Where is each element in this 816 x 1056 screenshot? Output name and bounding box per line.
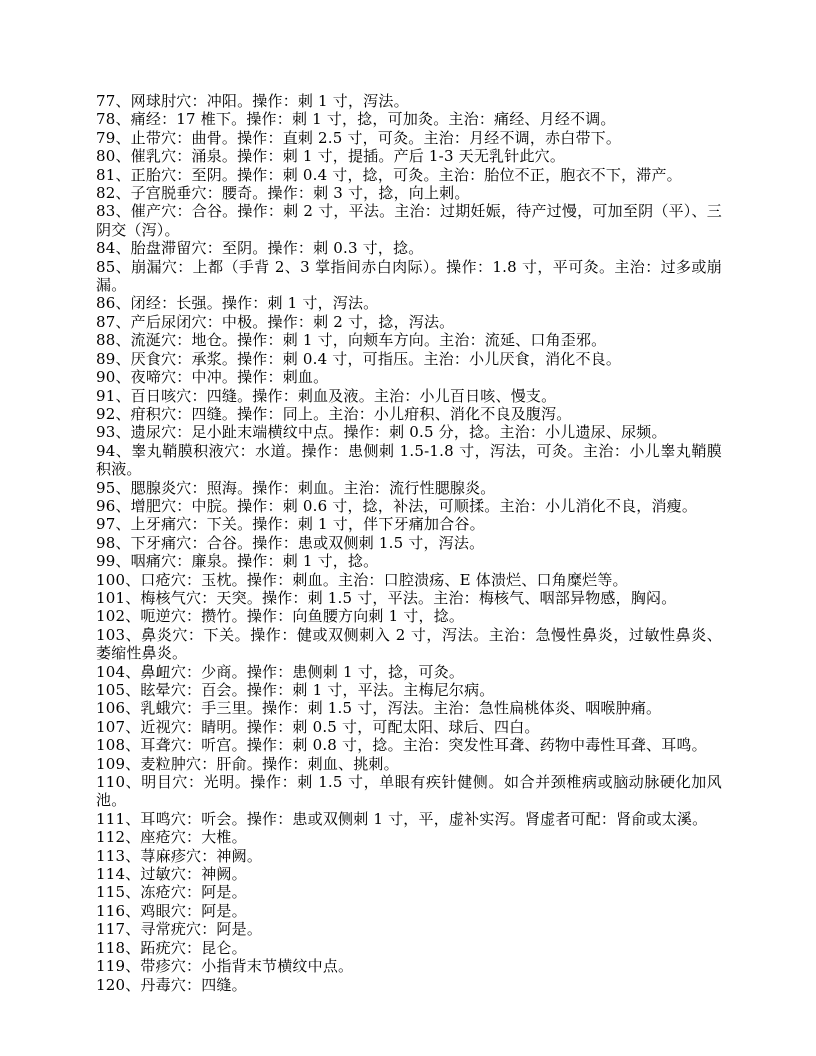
list-item: 97、上牙痛穴：下关。操作：刺 1 寸，伴下牙痛加合谷。 bbox=[96, 515, 485, 534]
list-item: 112、座疮穴：大椎。 bbox=[96, 828, 247, 847]
list-item: 108、耳聋穴：听宫。操作：刺 0.8 寸，捻。主治：突发性耳聋、药物中毒性耳聋、耳鸣。 bbox=[96, 736, 707, 755]
list-item: 113、荨麻疹穴：神阙。 bbox=[96, 846, 263, 865]
list-item: 119、带疹穴：小指背末节横纹中点。 bbox=[96, 957, 354, 976]
list-item: 96、增肥穴：中脘。操作：刺 0.6 寸，捻，补法，可顺揉。主治：小儿消化不良，消瘦。 bbox=[96, 496, 698, 515]
list-item: 115、冻疮穴：阿是。 bbox=[96, 883, 247, 902]
list-item: 98、下牙痛穴：合谷。操作：患或双侧刺 1.5 寸，泻法。 bbox=[96, 533, 485, 552]
list-item: 111、耳鸣穴：听会。操作：患或双侧刺 1 寸，平，虚补实泻。肾虚者可配：肾俞或太溪。 bbox=[96, 809, 708, 828]
list-item: 101、梅核气穴：天突。操作：刺 1.5 寸，平法。主治：梅核气、咽部异物感，胸闷。 bbox=[96, 588, 677, 607]
list-item: 86、闭经：长强。操作：刺 1 寸，泻法。 bbox=[96, 294, 379, 313]
list-item: 82、子宫脱垂穴：腰奇。操作：刺 3 寸，捻，向上刺。 bbox=[96, 184, 470, 203]
list-item: 88、流涎穴：地仓。操作：刺 1 寸，向颊车方向。主治：流延、口角歪邪。 bbox=[96, 331, 607, 350]
list-item: 102、呃逆穴：攒竹。操作：向鱼腰方向刺 1 寸，捻。 bbox=[96, 607, 465, 626]
list-item: 99、咽痛穴：廉泉。操作：刺 1 寸，捻。 bbox=[96, 552, 379, 571]
list-item: 120、丹毒穴：四缝。 bbox=[96, 975, 247, 994]
list-item: 78、痛经：17 椎下。操作：刺 1 寸，捻，可加灸。主治：痛经、月经不调。 bbox=[96, 110, 616, 129]
list-item: 104、鼻衄穴：少商。操作：患侧刺 1 寸，捻，可灸。 bbox=[96, 662, 465, 681]
list-item: 87、产后尿闭穴：中极。操作：刺 2 寸，捻，泻法。 bbox=[96, 312, 455, 331]
list-item: 110、明目穴：光明。操作：刺 1.5 寸，单眼有疾针健侧。如合并颈椎病或脑动脉硬化加风池。 bbox=[96, 773, 722, 810]
list-item: 94、睾丸鞘膜积液穴：水道。操作：患侧刺 1.5-1.8 寸，泻法，可灸。主治：小儿睾丸鞘膜积液。 bbox=[96, 441, 722, 479]
list-item: 77、网球肘穴：冲阳。操作：刺 1 寸，泻法。 bbox=[96, 92, 409, 110]
list-item: 90、夜啼穴：中冲。操作：刺血。 bbox=[96, 368, 329, 387]
list-item: 106、乳蛾穴：手三里。操作：刺 1.5 寸，泻法。主治：急性扁桃体炎、咽喉肿痛。 bbox=[96, 699, 662, 718]
list-item: 81、正胎穴：至阴。操作：刺 0.4 寸，捻，可灸。主治：胎位不正，胞衣不下，滞产。 bbox=[96, 165, 682, 184]
list-item: 79、止带穴：曲骨。操作：直刺 2.5 寸，可灸。主治：月经不调，赤白带下。 bbox=[96, 128, 622, 147]
list-item: 95、腮腺炎穴：照海。操作：刺血。主治：流行性腮腺炎。 bbox=[96, 478, 496, 497]
list-item: 93、遗尿穴：足小趾末端横纹中点。操作：刺 0.5 分，捻。主治：小儿遗尿、尿频。 bbox=[96, 423, 667, 442]
list-item: 89、厌食穴：承浆。操作：刺 0.4 寸，可指压。主治：小儿厌食，消化不良。 bbox=[96, 349, 622, 368]
list-item: 117、寻常疣穴：阿是。 bbox=[96, 920, 263, 939]
list-item: 116、鸡眼穴：阿是。 bbox=[96, 901, 247, 920]
list-item: 109、麦粒肿穴：肝俞。操作：刺血、挑刺。 bbox=[96, 754, 399, 773]
list-item: 105、眩晕穴：百会。操作：刺 1 寸，平法。主梅尼尔病。 bbox=[96, 681, 495, 699]
acupoint-list bbox=[96, 92, 722, 994]
list-item: 107、近视穴：睛明。操作：刺 0.5 寸，可配太阳、球后、四白。 bbox=[96, 717, 540, 736]
list-item: 80、催乳穴：涌泉。操作：刺 1 寸，提插。产后 1-3 天无乳针此穴。 bbox=[96, 147, 566, 166]
list-item: 100、口疮穴：玉枕。操作：刺血。主治：口腔溃疡、E 体溃烂、口角糜烂等。 bbox=[96, 570, 628, 589]
list-item: 103、鼻炎穴：下关。操作：健或双侧刺入 2 寸，泻法。主治：急慢性鼻炎，过敏性鼻炎、萎缩性鼻炎。 bbox=[96, 625, 722, 663]
list-item: 91、百日咳穴：四缝。操作：刺血及液。主治：小儿百日咳、慢支。 bbox=[96, 386, 557, 405]
list-item: 84、胎盘滞留穴：至阴。操作：刺 0.3 寸，捻。 bbox=[96, 239, 424, 258]
list-item: 114、过敏穴：神阙。 bbox=[96, 865, 247, 884]
list-item: 85、崩漏穴：上都（手背 2、3 掌指间赤白肉际）。操作：1.8 寸，平可灸。主治：过多或崩漏。 bbox=[96, 257, 722, 295]
list-item: 118、跖疣穴：昆仑。 bbox=[96, 938, 247, 957]
list-item: 92、疳积穴：四缝。操作：同上。主治：小儿疳积、消化不良及腹泻。 bbox=[96, 404, 572, 423]
list-item: 83、催产穴：合谷。操作：刺 2 寸，平法。主治：过期妊娠，待产过慢，可加至阴（平）、三阴交（泻）。 bbox=[96, 202, 722, 239]
